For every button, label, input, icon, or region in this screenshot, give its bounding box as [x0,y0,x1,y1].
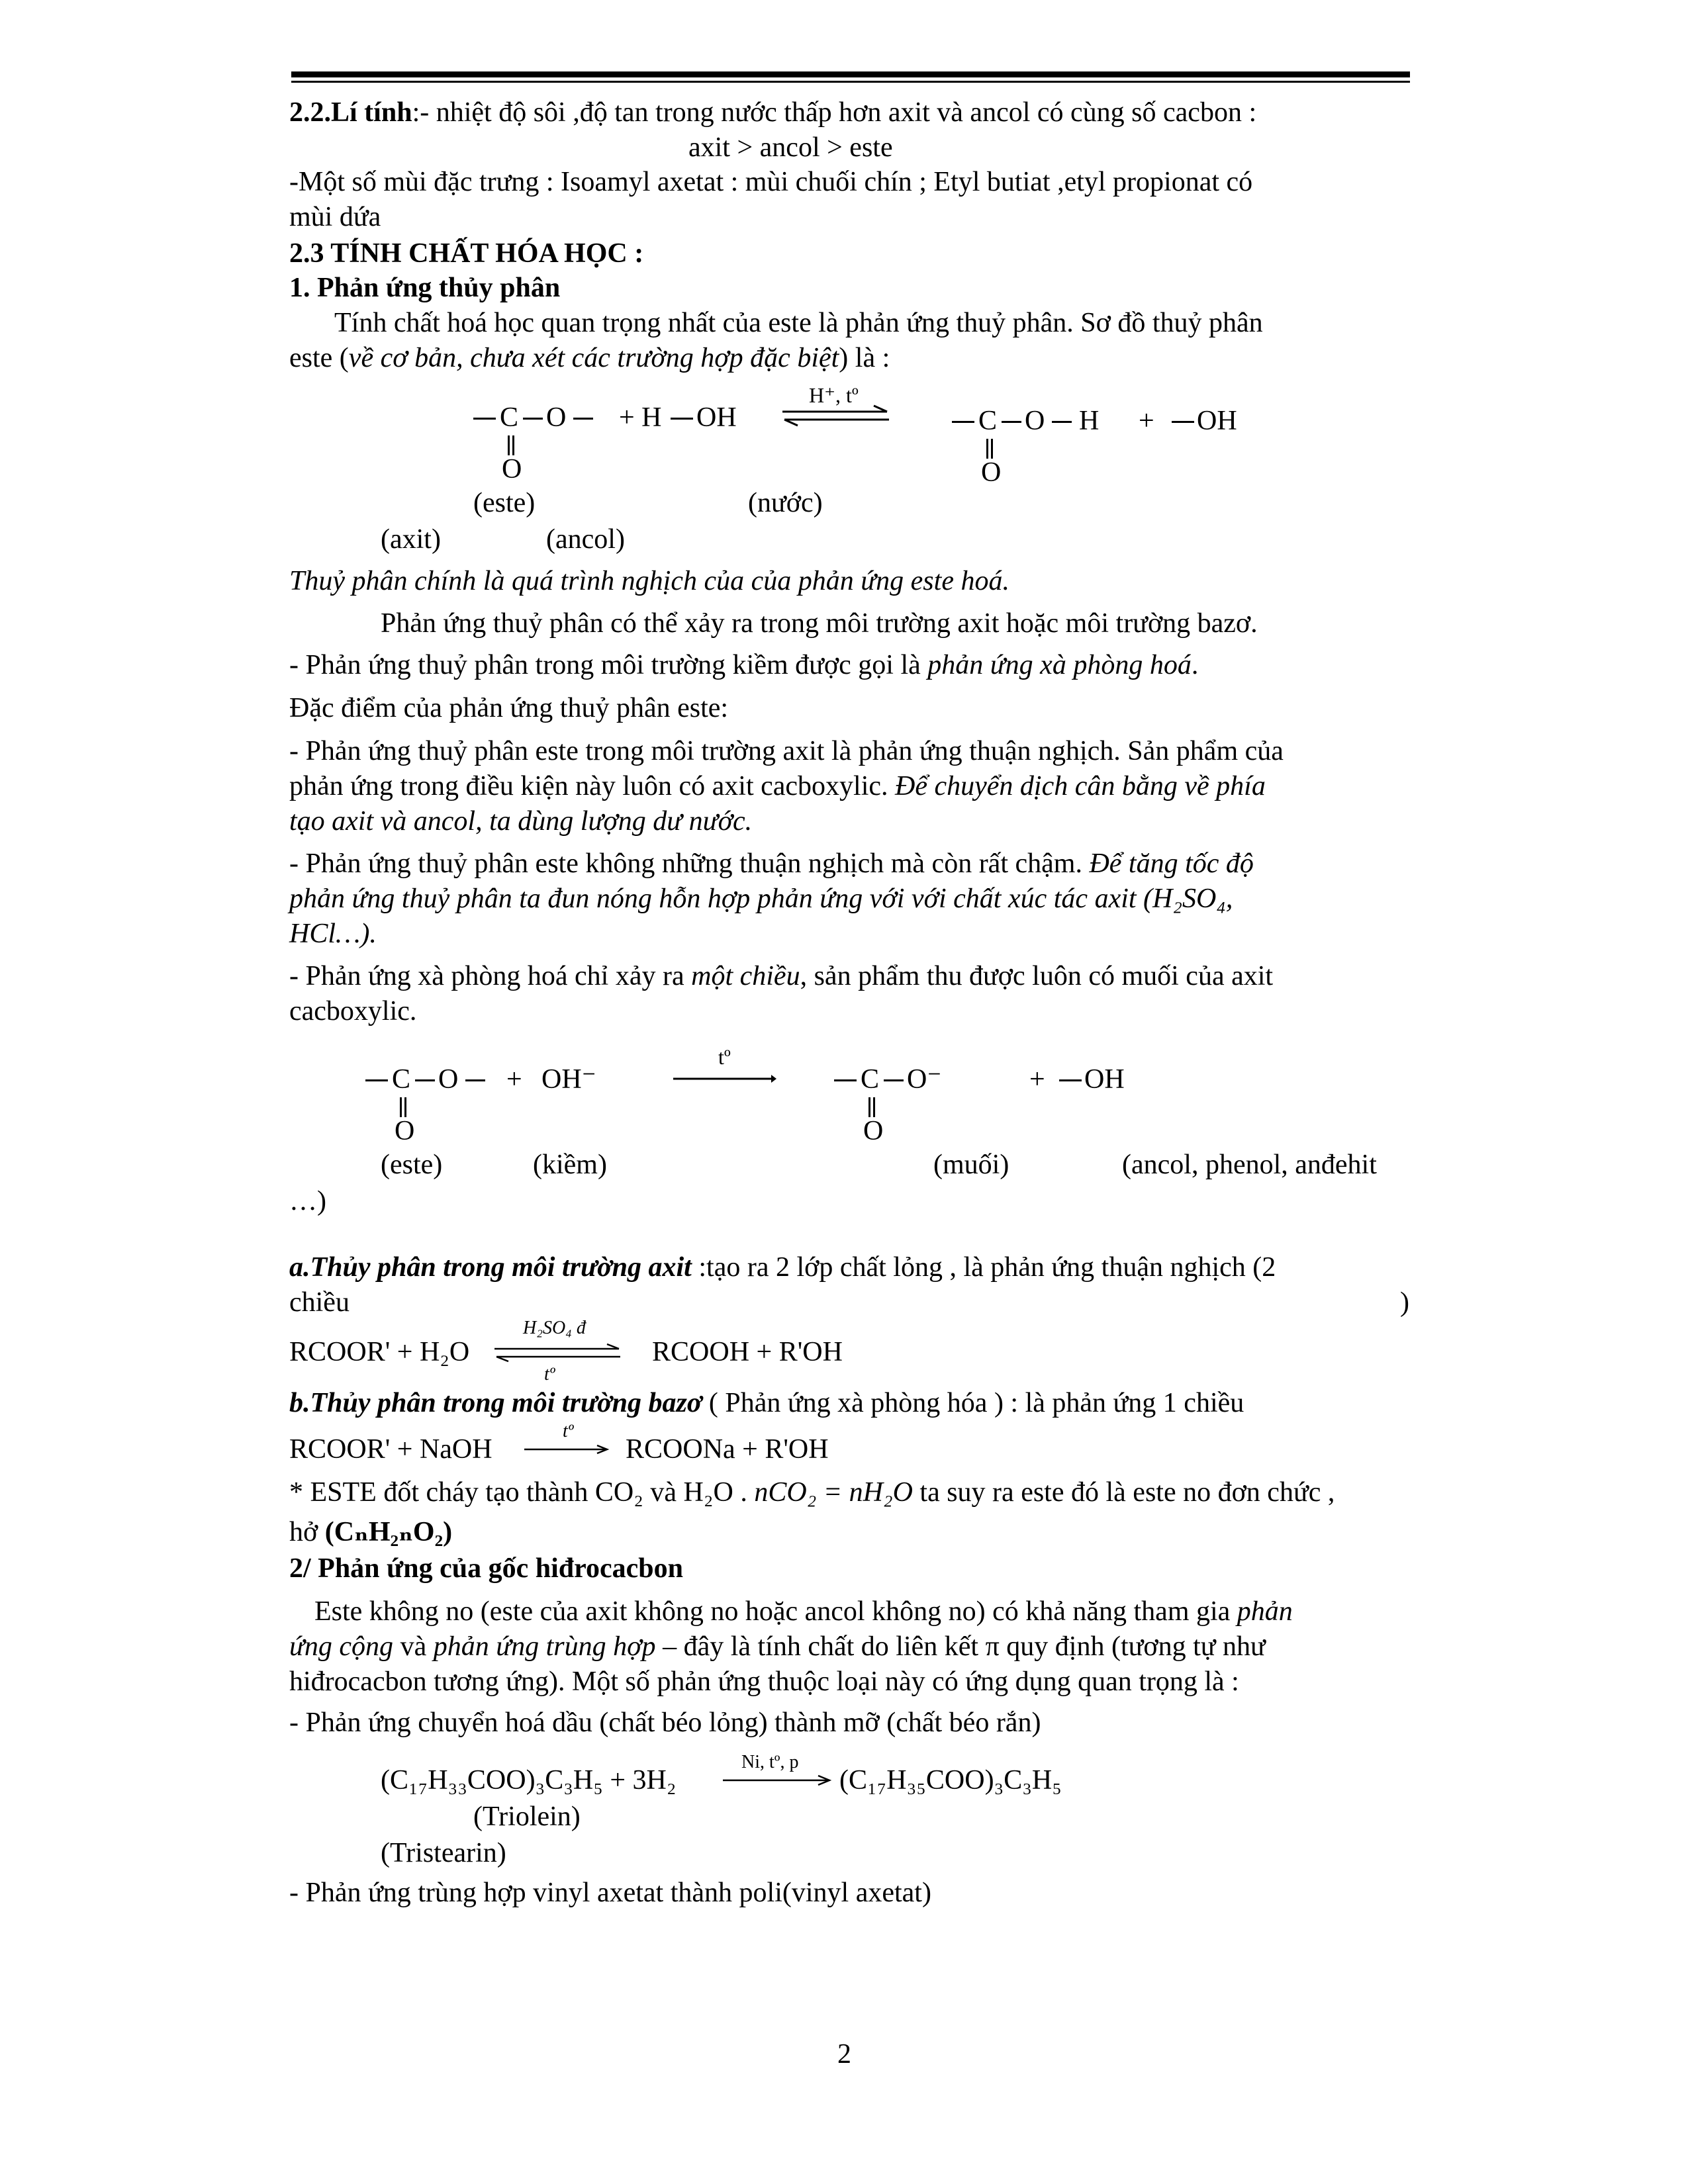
forward-arrow-hydrogenation [722,1772,834,1788]
para-6a: - Phản ứng thuỷ phân este không những thuận nghịch mà còn rất chậm. Để tăng tốc độ [289,848,1254,879]
section-2-p1c: hiđrocacbon tương ứng). Một số phản ứng thuộc loại này có ứng dụng quan trọng là : [289,1666,1239,1697]
para-hydrolysis-2: este (về cơ bản, chưa xét các trường hợp đặc biệt) là : [289,343,890,373]
para-7a: - Phản ứng xà phòng hoá chỉ xảy ra một chiều, sản phẩm thu được luôn có muối của axit [289,961,1274,991]
section-2-p1a: Este không no (este của axit không no hoặc ancol không no) có khả năng tham gia phản [314,1596,1293,1627]
para-4: Đặc điểm của phản ứng thuỷ phân este: [289,693,729,723]
section-2-p1b: ứng cộng và phản ứng trùng hợp – đây là tính chất do liên kết π quy định (tương tự như [289,1631,1266,1662]
document-page: 2.2.Lí tính:- nhiệt độ sôi ,độ tan trong nước thấp hơn axit và ancol có cùng số cacbon : axit > ancol > este -Một số mùi đặc trưng : Isoamyl axetat : mùi chuối chín ; Etyl butiat ,etyl propionat có mùi dứa 2.3 TÍNH CHẤT HÓA HỌC : 1. Phản ứng thủy phân Tính chất hoá học quan trọng nhất của este là phản ứng thuỷ phân. Sơ đồ thuỷ phân este (về cơ bản, chưa xét các trường hợp đặc biệt) là : C O + H OH O H⁺, tº C O H + OH O (este) (nước) (axit) (ancol) Thuỷ phân chính là quá trình nghịch của của phản ứng este hoá. Phản ứng thuỷ phân có thể xảy ra trong môi trường axit hoặc môi trường bazơ. - Phản ứng thuỷ phân trong môi trường kiềm được gọi là phản ứng xà phòng hoá. Đặc điểm của phản ứng thuỷ phân este: - Phản ứng thuỷ phân este trong môi trường axit là phản ứng thuận nghịch. Sản phẩm của phản ứng trong điều kiện này luôn có axit cacboxylic. Để chuyển dịch cân bằng về phía tạo axit và ancol, ta dùng lượng dư nước. - Phản ứng thuỷ phân este không những thuận nghịch mà còn rất chậm. Để tăng tốc độ phản ứng thuỷ phân ta đun nóng hỗn hợp phản ứng với với chất xúc tác axit (H₂SO₄, HCl…). - Phản ứng xà phòng hoá chỉ xảy ra một chiều, sản phẩm thu được luôn có muối của axit cacboxylic. C O + OH⁻ O tº C O⁻ + OH O (este) (kiềm) (muối) (ancol, phenol, anđehit …) a.Thủy phân trong môi trường axit :tạo ra 2 lớp chất lỏng , là phản ứng thuận nghịch (2 chiều ) RCOOR' + H₂O H₂SO₄ đ tº RCOOH + R'OH b.Thủy phân trong môi trường bazơ ( Phản ứng xà phòng hóa ) : là phản ứng 1 chiều RCOOR' + NaOH tº RCOONa + R'OH * ESTE đốt cháy tạo thành CO₂ và H₂O . nCO₂ = nH₂O ta suy ra este đó là este no đơn chức , hở (CₙH₂ₙO₂) 2/ Phản ứng của gốc hiđrocacbon Este không no (este của axit không no hoặc ancol không no) có khả năng tham gia phản ứng cộng và phản ứng trùng hợp – đây là tính chất do liên kết π quy định (tương tự như hiđrocacbon tương ứng). Một số phản ứng thuộc loại này có ứng dụng quan trọng là : - Phản ứng chuyển hoá dầu (chất béo lỏng) thành mỡ (chất béo rắn) (C₁₇H₃₃COO)₃C₃H₅ + 3H₂ Ni, tº, p (C₁₇H₃₅COO)₃C₃H₅ (Triolein) (Tristearin) - Phản ứng trùng hợp vinyl axetat thành poli(vinyl axetat) 2 [0,0,1688,2184]
para-5a: - Phản ứng thuỷ phân este trong môi trường axit là phản ứng thuận nghịch. Sản phẩm của [289,736,1284,766]
italic-note: Thuỷ phân chính là quá trình nghịch của của phản ứng este hoá. [289,566,1009,596]
hydrogenation-left: (C₁₇H₃₃COO)₃C₃H₅ + 3H₂ [381,1765,677,1796]
part-a-eq-left: RCOOR' + H₂O [289,1337,470,1367]
equilibrium-arrow-a [493,1342,622,1365]
page-number: 2 [837,2039,851,2070]
para-3: - Phản ứng thuỷ phân trong môi trường kiềm được gọi là phản ứng xà phòng hoá. [289,650,1199,680]
part-b-eq-left: RCOOR' + NaOH [289,1434,492,1465]
section-2-bullet1: - Phản ứng chuyển hoá dầu (chất béo lỏng) thành mỡ (chất béo rắn) [289,1707,1041,1738]
hydrogenation-right: (C₁₇H₃₅COO)₃C₃H₅ [839,1765,1062,1796]
para-6b: phản ứng thuỷ phân ta đun nóng hỗn hợp phản ứng với với chất xúc tác axit (H₂SO₄, [289,884,1233,914]
para-5c: tạo axit và ancol, ta dùng lượng dư nước. [289,806,753,837]
para-7b: cacboxylic. [289,996,417,1026]
part-b-eq-top: tº [563,1421,574,1441]
combustion-line2: hở (CₙH₂ₙO₂) [289,1517,453,1547]
header-rule-thick [291,71,1410,77]
equilibrium-arrow [781,404,890,430]
subheading-hydrolysis: 1. Phản ứng thủy phân [289,273,561,303]
part-a-line2: chiều [289,1287,350,1318]
para-6c: HCl…). [289,919,377,949]
part-a-eq-right: RCOOH + R'OH [652,1337,843,1367]
combustion-line1: * ESTE đốt cháy tạo thành CO₂ và H₂O . nCO₂ = nH₂O ta suy ra este đó là este no đơn chức , [289,1477,1335,1508]
label-tristearin: (Tristearin) [381,1838,506,1868]
part-a-paren: ) [1400,1287,1409,1318]
section-2-bullet2: - Phản ứng trùng hợp vinyl axetat thành poli(vinyl axetat) [289,1878,931,1908]
label-triolein: (Triolein) [473,1801,581,1832]
header-rule-thin [291,81,1410,83]
part-b-line1: b.Thủy phân trong môi trường bazơ ( Phản ứng xà phòng hóa ) : là phản ứng 1 chiều [289,1388,1244,1418]
part-a-eq-top: H₂SO₄ đ [523,1318,586,1338]
part-b-eq-right: RCOONa + R'OH [626,1434,829,1465]
para-hydrolysis-1: Tính chất hoá học quan trọng nhất của este là phản ứng thuỷ phân. Sơ đồ thuỷ phân [334,308,1263,338]
section-22-heading: 2.2.Lí tính [289,97,412,128]
section-2-heading: 2/ Phản ứng của gốc hiđrocacbon [289,1553,684,1584]
hydrogenation-cond: Ni, tº, p [741,1752,799,1772]
smell-line2: mùi dứa [289,202,381,232]
order-line: axit > ancol > este [688,132,893,163]
part-a-line1: a.Thủy phân trong môi trường axit :tạo ra 2 lớp chất lỏng , là phản ứng thuận nghịch (2 [289,1252,1276,1283]
para-2: Phản ứng thuỷ phân có thể xảy ra trong môi trường axit hoặc môi trường bazơ. [381,608,1258,639]
para-5b: phản ứng trong điều kiện này luôn có axit cacboxylic. Để chuyển dịch cân bằng về phía [289,771,1266,801]
section-23-heading: 2.3 TÍNH CHẤT HÓA HỌC : [289,238,644,269]
part-a-eq-bot: tº [544,1364,555,1385]
forward-arrow [672,1069,778,1089]
forward-arrow-b [523,1443,612,1456]
smell-line1: -Một số mùi đặc trưng : Isoamyl axetat : mùi chuối chín ; Etyl butiat ,etyl propionat có [289,167,1253,197]
section-22-line1: 2.2.Lí tính:- nhiệt độ sôi ,độ tan trong nước thấp hơn axit và ancol có cùng số cacbon : [289,97,1257,128]
